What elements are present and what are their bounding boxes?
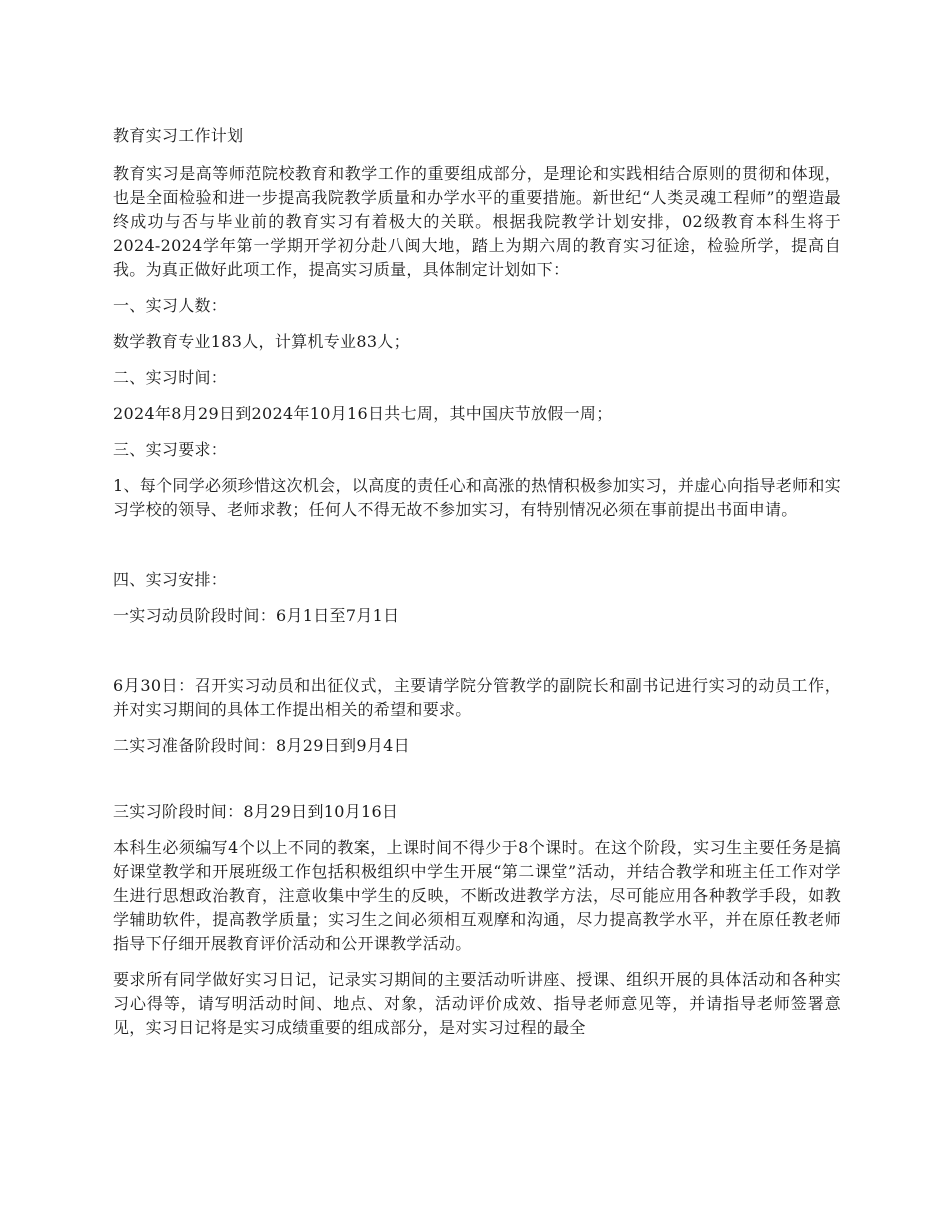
phase-heading-preparation: 二实习准备阶段时间：8月29日到9月4日 [113, 736, 410, 755]
time-paragraph: 2024年8月29日到2024年10月16日共七周，其中国庆节放假一周； [113, 404, 613, 423]
blank-line [113, 770, 841, 800]
mobilization-paragraph: 6月30日：召开实习动员和出征仪式，主要请学院分管教学的副院长和副书记进行实习的动员工作，并对实习期间的具体工作提出相关的希望和要求。 [113, 676, 841, 719]
section-heading-headcount: 一、实习人数： [113, 296, 228, 315]
internship-paragraph: 本科生必须编写4个以上不同的教案，上课时间不得少于8个课时。在这个阶段，实习生主要任务是搞好课堂教学和开展班级工作包括积极组织中学生开展“第二课堂”活动，并结合教学和班主任工作对学生进行思想政治教育，注意收集中学生的反映，不断改进教学方法，尽可能应用各种教学手段，如教学辅助软件，提高教学质量；实习生之间必须相互观摩和沟通，尽力提高教学水平，并在原任教老师指导下仔细开展教育评价活动和公开课教学活动。 [113, 838, 841, 953]
blank-line [113, 640, 841, 674]
headcount-paragraph: 数学教育专业183人，计算机专业83人； [113, 332, 410, 351]
section-heading-time: 二、实习时间： [113, 368, 228, 387]
blank-line [113, 534, 841, 568]
section-heading-requirements: 三、实习要求： [113, 440, 228, 459]
requirements-paragraph: 1、每个同学必须珍惜这次机会，以高度的责任心和高涨的热情积极参加实习，并虚心向指导老师和实习学校的领导、老师求教；任何人不得无故不参加实习，有特别情况必须在事前提出书面申请。 [113, 476, 841, 519]
section-heading-arrangement: 四、实习安排： [113, 570, 228, 589]
document-page [113, 124, 841, 1052]
intro-paragraph: 教育实习是高等师范院校教育和教学工作的重要组成部分，是理论和实践相结合原则的贯彻和体现，也是全面检验和进一步提高我院教学质量和办学水平的重要措施。新世纪“人类灵魂工程师”的塑造最终成功与否与毕业前的教育实习有着极大的关联。根据我院教学计划安排，02级教育本科生将于2024-2024学年第一学期开学初分赴八闽大地，踏上为期六周的教育实习征途，检验所学，提高自我。为真正做好此项工作，提高实习质量，具体制定计划如下： [113, 164, 841, 279]
diary-paragraph: 要求所有同学做好实习日记，记录实习期间的主要活动听讲座、授课、组织开展的具体活动和各种实习心得等，请写明活动时间、地点、对象，活动评价成效、指导老师意见等，并请指导老师签署意见，实习日记将是实习成绩重要的组成部分，是对实习过程的最全 [113, 970, 841, 1037]
phase-heading-mobilization: 一实习动员阶段时间：6月1日至7月1日 [113, 606, 400, 625]
document-title: 教育实习工作计划 [113, 126, 244, 145]
phase-heading-internship: 三实习阶段时间：8月29日到10月16日 [113, 802, 399, 821]
